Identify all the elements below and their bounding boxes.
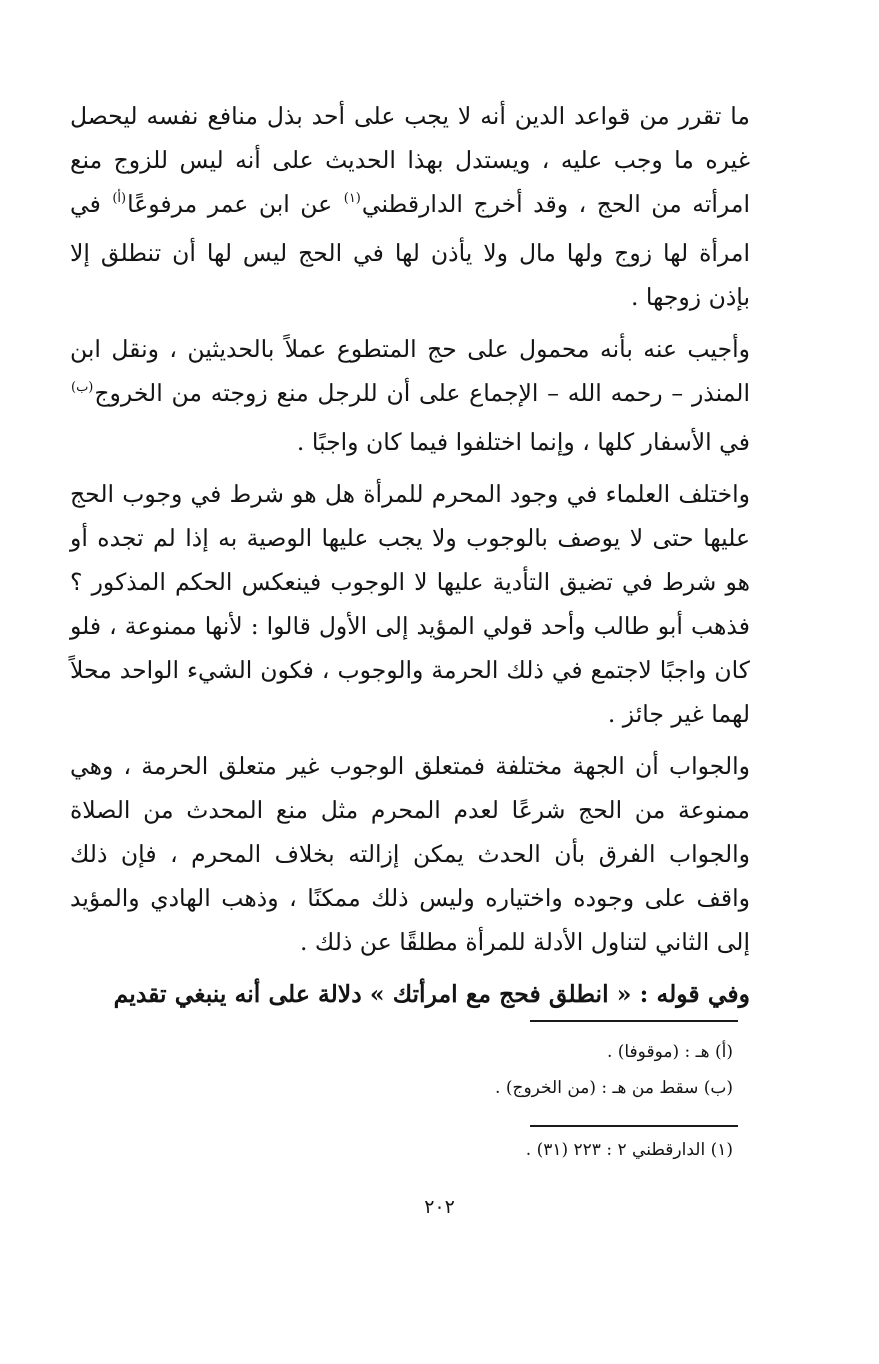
- paragraph-1-text-b: عن ابن عمر مرفوعًا: [127, 190, 343, 218]
- footnote-source-1: (١) الدارقطني ٢ : ٢٢٣ (٣١) .: [525, 1140, 733, 1160]
- paragraph-4: والجواب أن الجهة مختلفة فمتعلق الوجوب غير متعلق الحرمة ، وهي ممنوعة من الحج شرعًا لعدم المحرم مثل منع المحدث من الصلاة والجواب الفرق بأن الحدث يمكن إزالته بخلاف المحرم ، فإن ذلك واقف على وجوده واختياره وليس ذلك ممكنًا ، وذهب الهادي والمؤيد إلى الثاني لتناول الأدلة للمرأة مطلقًا عن ذلك .: [70, 752, 750, 956]
- paragraph-3: واختلف العلماء في وجود المحرم للمرأة هل هو شرط في وجوب الحج عليها حتى لا يوصف بالوجوب ولا يجب عليها الوصية به إذا لم تجده أو هو شرط في تضيق التأدية عليها لا الوجوب فينعكس الحكم المذكور ؟ فذهب أبو طالب وأحد قولي المؤيد إلى الأول قالوا : لأنها ممنوعة ، فلو كان واجبًا لاجتمع في ذلك الحرمة والوجوب ، فكون الشيء الواحد محلاً لهما غير جائز .: [70, 480, 750, 728]
- paragraph-2: [70, 327, 750, 464]
- footnote-divider-top: [530, 1020, 738, 1022]
- footnote-divider-bottom: [530, 1125, 738, 1127]
- footnote-marker-a: (أ): [112, 191, 127, 206]
- paragraph-1-text-c: في امرأة لها زوج ولها مال ولا يأذن لها في الحج ليس لها أن تنطلق إلا بإذن زوجها .: [70, 190, 750, 311]
- footnote-variant-a: (أ) هـ : (موقوفا) .: [606, 1042, 733, 1062]
- paragraph-2-text-a: وأجيب عنه بأنه محمول على حج المتطوع عملاً بالحديثين ، ونقل ابن المنذر – رحمه الله – الإجماع على أن للرجل منع زوجته من الخروج: [70, 335, 750, 407]
- main-text: [70, 94, 750, 1024]
- paragraph-2-text-b: في الأسفار كلها ، وإنما اختلفوا فيما كان واجبًا .: [296, 428, 750, 456]
- footnote-marker-b: (ب): [71, 380, 94, 395]
- page-number: ٢٠٢: [424, 1196, 455, 1218]
- paragraph-1-text-a: ما تقرر من قواعد الدين أنه لا يجب على أحد بذل منافع نفسه ليحصل غيره ما وجب عليه ، ويستدل بهذا الحديث على أنه ليس للزوج منع امرأته من الحج ، وقد أخرج الدارقطني: [70, 102, 751, 218]
- footnote-variant-b: (ب) سقط من هـ : (من الخروج) .: [495, 1078, 733, 1098]
- footnote-marker-1: (١): [343, 191, 361, 206]
- paragraph-5: وفي قوله : « انطلق فحج مع امرأتك » دلالة على أنه ينبغي تقديم: [113, 980, 750, 1008]
- paragraph-1: [70, 94, 750, 319]
